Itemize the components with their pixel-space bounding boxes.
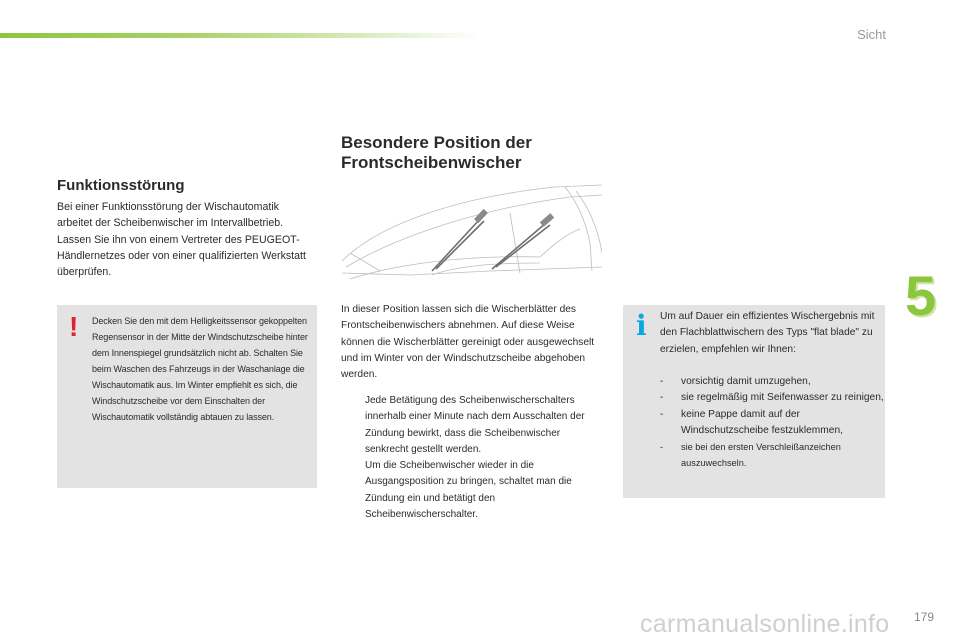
windshield-outline xyxy=(342,185,602,261)
section-label: Sicht xyxy=(857,27,886,42)
title-line-2: Frontscheibenwischer xyxy=(341,153,522,172)
list-item xyxy=(644,439,884,472)
warning-text: Decken Sie den mit dem Helligkeitssensor gekoppelten Regensensor in der Mitte der Windschutzscheibe hinter dem Innenspiegel grundsätzlich nicht ab. Schalten Sie beim Waschen des Fahrzeugs in der Waschanlage die Wischautomatik aus. Im Winter empfiehlt es sich, die Windschutzscheibe vor dem Einschalten der Wischautomatik vollständig abtauen zu lassen. xyxy=(92,316,308,422)
page-number: 179 xyxy=(914,610,935,624)
info-intro: Um auf Dauer ein effizientes Wischergebnis mit den Flachblattwischern des Typs "flat blade" zu erzielen, empfehlen wir Ihnen: xyxy=(660,311,875,355)
info-item-text: sie regelmäßig mit Seifenwasser zu reinigen, xyxy=(681,392,884,404)
info-item-text: sie bei den ersten Verschleißanzeichen auszuwechseln. xyxy=(681,442,841,469)
dash-bullet: - xyxy=(660,408,664,420)
step-text: Um die Scheibenwischer wieder in die Ausgangsposition zu bringen, schaltet man die Zündung ein und betätigt den Scheibenwischerschalter. xyxy=(365,460,572,521)
wiper-illustration xyxy=(340,183,602,283)
list-item xyxy=(644,407,884,440)
list-item xyxy=(341,458,606,523)
dash-bullet: - xyxy=(660,376,664,387)
list-item xyxy=(644,390,884,406)
watermark: carmanualsonline.info xyxy=(640,610,890,638)
header-accent-bar xyxy=(0,33,480,38)
info-item-text: keine Pappe damit auf der Windschutzscheibe festzuklemmen, xyxy=(681,408,843,436)
list-item xyxy=(341,393,606,458)
info-box xyxy=(623,305,885,498)
step-text: Jede Betätigung des Scheibenwischerschalters innerhalb einer Minute nach dem Ausschalten der Zündung bewirkt, dass die Scheibenwischer senkrecht gestellt werden. xyxy=(365,395,585,455)
dash-bullet: - xyxy=(660,392,664,404)
info-list xyxy=(644,374,884,472)
list-item xyxy=(644,374,884,390)
warning-box xyxy=(57,305,317,488)
info-item-text: vorsichtig damit umzugehen, xyxy=(681,376,811,387)
special-position-text: In dieser Position lassen sich die Wischerblätter des Frontscheibenwischers abnehmen. Auf diese Weise können die Wischerblätter gereinigt oder ausgewechselt und im Winter von der Windschutzscheibe abgehoben werden. xyxy=(341,304,595,381)
chapter-number: 5 xyxy=(905,264,937,327)
malfunction-text: Bei einer Funktionsstörung der Wischautomatik arbeitet der Scheibenwischer im Intervallbetrieb. Lassen Sie ihn von einem Vertreter des PEUGEOT-Händlernetzes oder von einer qualifizierten Werkstatt überprüfen. xyxy=(57,201,306,279)
wiper-arm-right xyxy=(492,223,546,269)
dash-bullet: - xyxy=(660,442,664,453)
malfunction-title: Funktionsstörung xyxy=(57,177,185,194)
info-icon: i xyxy=(636,309,647,342)
title-line-1: Besondere Position der xyxy=(341,133,532,152)
steps-list xyxy=(341,393,606,523)
special-position-title xyxy=(341,133,532,173)
wiper-arm-left xyxy=(432,219,480,271)
exclamation-icon: ! xyxy=(69,311,79,342)
